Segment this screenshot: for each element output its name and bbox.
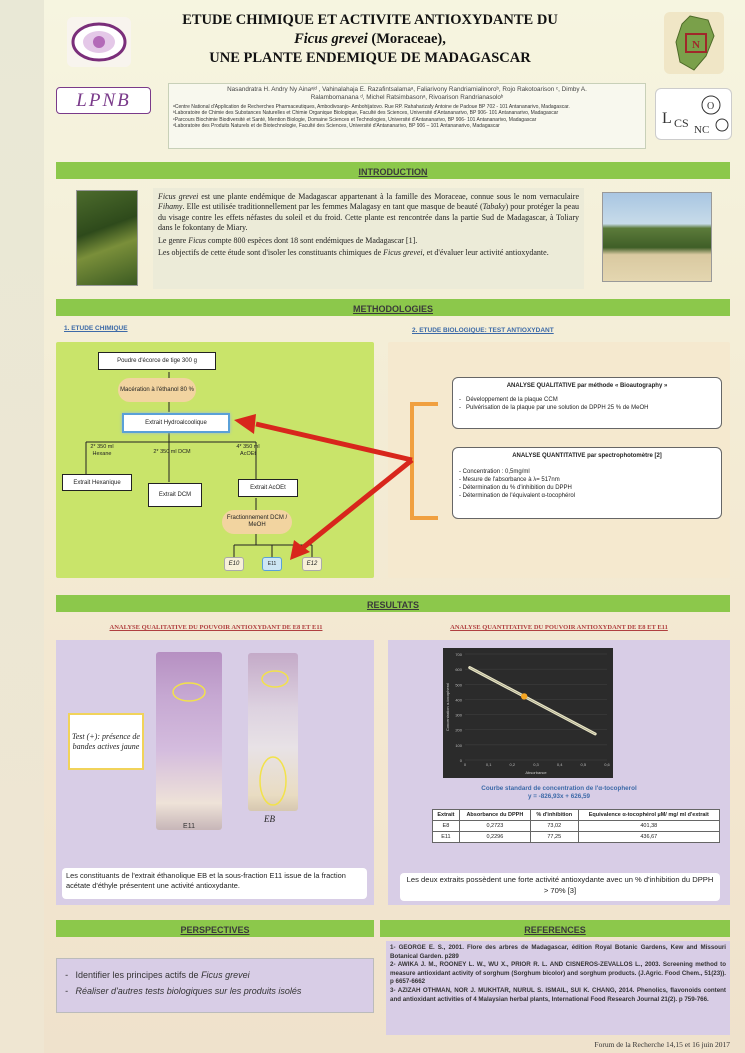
flow-poudre: Poudre d'écorce de tige 300 g [98, 352, 216, 370]
x-tick-label: 0,4 [556, 762, 563, 767]
x-tick-label: 0,6 [604, 762, 610, 767]
table-row [433, 832, 720, 843]
qualitative-conclusion: Les constituants de l'extrait éthanolique EB et la sous-fraction E11 issue de la fraction acétate d'éthyle présentent une activité antioxydante. [62, 868, 367, 899]
table-header-cell: Extrait [433, 810, 460, 821]
lpnb-logo: LPNB [56, 87, 151, 114]
svg-text:NC: NC [694, 124, 710, 136]
plate-label-eb: EB [264, 814, 275, 824]
flow-maceration: Macération à l'éthanol 80 % [118, 378, 196, 402]
tlc-plate-eb [248, 653, 298, 811]
authors: Nasandratra H. Andry Ny Ainaᵃʲᵈ , Vahinalahaja E. Razafintsalamaᵃ, Faliarivony Randriamialinoroᵇ, Rojo Rakotoarison ᶜ, Dimby A. Ralambomanana ᵈ, Michel Ratsimbasonᵃ, Rivoarison Randrianasoloᵇ [227, 86, 587, 101]
table-header-cell: Absorbance du DPPH [459, 810, 530, 821]
svg-text:O: O [707, 101, 715, 112]
intro-paragraph-3: Les objectifs de cette étude sont d'isoler les constituants chimiques de Ficus grevei, et d'évaluer leur activité antioxydante. [158, 248, 549, 258]
y-axis-label: Concentration α-tocopherol [445, 682, 450, 732]
qualitative-analysis-box: ANALYSE QUALITATIVE par méthode « Bioautography » - Développement de la plaque CCM - Pulvérisation de la plaque par une solution de DPPH 25 % de MeOH [452, 377, 722, 429]
flow-fraction-e12: E12 [302, 557, 322, 571]
lcsnco-logo [655, 88, 732, 140]
x-tick-label: 0,3 [533, 762, 539, 767]
data-point [521, 693, 527, 699]
resultats-heading: RESULTATS [56, 595, 730, 612]
table-row [433, 821, 720, 832]
page-title: ETUDE CHIMIQUE ET ACTIVITE ANTIOXYDANTE DU Ficus grevei (Moraceae), UNE PLANTE ENDEMIQUE DE MADAGASCAR [182, 12, 558, 66]
flow-dcm-label: 2* 350 ml DCM [153, 449, 191, 455]
y-tick-label: 100 [455, 742, 462, 748]
table-cell: 401,38 [578, 821, 719, 832]
flow-extrait-hexanique: Extrait Hexanique [62, 474, 132, 491]
plate-label-e11: E11 [183, 823, 195, 830]
chart-caption: Courbe standard de concentration de l'α-tocopherol y = -826,93x + 626,59 [481, 785, 637, 800]
affiliations: ᵃCentre National d'Application de Recherches Pharmaceutiques, Ambodivoanjo- Ambohijatovo. Rue RP. Rahaharizafy Antoine de Padoue BP 702 - 101 Antananarivo, Madagascar. ᵇLaboratoire de Chimie des Substances Naturelles et Chimie Organique Biologique, Faculté des Sciences, Université d'Antananarivo, BP 906- 101 Antananarivo, Madagascar ᶜParcours Biochimie Biodiversité et Santé, Mention Biologie, Domaine Sciences et Technologies, Université d'Antananarivo, BP 906- 101 Antananarivo, Madagascar ᵈLaboratoire des Produits Naturels et de Biotechnologie, Faculté des Sciences, Université d'Antananarivo, BP 906 – 101 Antananarivo, Madagascar [173, 104, 570, 129]
table-header-cell: Equivalence α-tocophérol µM/ mg/ ml d'extrait [578, 810, 719, 821]
reference-item: 2- AWIKA J. M., ROONEY L. W., WU X., PRIOR R. L. AND CISNEROS-ZEVALLOS L., 2003. Screening method to measure antioxidant activity of sorghum (Sorghum bicolor) and sorghum products. (J.Agric. Food Chem., 51(23)). p 6657-6662 [390, 961, 726, 986]
standard-curve-chart [443, 648, 613, 778]
y-tick-label: 0 [459, 758, 462, 763]
y-tick-label: 600 [455, 667, 462, 673]
svg-text:CS: CS [674, 116, 689, 130]
table-header-row [433, 810, 720, 821]
table-cell: E11 [433, 832, 460, 843]
table-cell: 0,2296 [459, 832, 530, 843]
flow-hexane-label: 2* 350 ml Hexane [90, 444, 114, 457]
footer: Forum de la Recherche 14,15 et 16 juin 2017 [594, 1040, 730, 1049]
intro-paragraph-1: Ficus grevei est une plante endémique de Madagascar appartenant à la famille des Moraceae, connue sous le nom vernaculaire Fihamy. Elle est utilisée traditionnellement par les femmes Malagasy en tant que masque de beauté (Tabaky) pour protéger la peau du visage contre les effets néfastes du soleil et du froid. Cette plante est rencontrée dans la partie Sud de Madagascar, à Toliary dans le fokontany de Miary. [158, 192, 579, 233]
quantitative-analysis-box: ANALYSE QUANTITATIVE par spectrophotomètre [2] - Concentration : 0,5mg/ml - Mesure de l'absorbance à λ= 517nm - Détermination du % d'inhibition du DPPH - Détermination de l'équivalent α-tocophérol [452, 447, 722, 519]
introduction-heading: INTRODUCTION [56, 162, 730, 179]
table-cell: 436,67 [578, 832, 719, 843]
references-heading: REFERENCES [380, 920, 730, 937]
results-quantitative-heading: ANALYSE QUANTITATIVE DU POUVOIR ANTIOXYDANT DE E8 ET E11 [450, 624, 668, 631]
methodologies-heading: METHODOLOGIES [56, 299, 730, 316]
x-tick-label: 0,1 [485, 762, 492, 767]
svg-text:L: L [662, 110, 672, 127]
perspective-item: - Réaliser d'autres tests biologiques sur les produits isolés [65, 986, 302, 996]
x-tick-label: 0,5 [580, 762, 587, 767]
table-header-cell: % d'inhibition [530, 810, 578, 821]
x-tick-label: 0 [463, 762, 467, 767]
reference-item: 3- AZIZAH OTHMAN, NOR J. MUKHTAR, NURUL S. ISMAIL, SUI K. CHANG, 2014. Phenolics, flavonoids content and antioxidant activities of 4 Malaysian herbal plants, International Food Research Journal 21(2). p 759-766. [390, 986, 726, 1003]
results-table [432, 809, 720, 843]
intro-photo-tree [602, 192, 712, 282]
perspectives-heading: PERSPECTIVES [56, 920, 374, 937]
y-tick-label: 300 [455, 712, 462, 718]
table-cell: 0,2723 [459, 821, 530, 832]
table-cell: 77,25 [530, 832, 578, 843]
intro-text-box [153, 188, 584, 289]
reference-item: 1- GEORGE E. S., 2001. Flore des arbres de Madagascar, édition Royal Botanic Gardens, Kew and Missouri Botanical Garden. p289 [390, 944, 726, 960]
test-positive-note: Test (+): présence de bandes actives jaune [68, 713, 144, 770]
results-qualitative-heading: ANALYSE QUALITATIVE DU POUVOIR ANTIOXYDANT DE E8 ET E11 [109, 624, 323, 631]
perspectives-box [56, 958, 374, 1013]
intro-paragraph-2: Le genre Ficus compte 800 espèces dont 18 sont endémiques de Madagascar [1]. [158, 235, 418, 245]
flow-extrait-acoet: Extrait AcOEt [238, 479, 298, 497]
flow-extrait-hydroalcoolique: Extrait Hydroalcoolique [122, 413, 230, 433]
university-logo [67, 17, 131, 67]
references-box [386, 941, 730, 1035]
x-axis-label: Absorbance [525, 770, 547, 775]
perspective-item: - Identifier les principes actifs de Ficus grevei [65, 970, 250, 980]
flow-fractionnement: Fractionnement DCM / MeOH [222, 510, 292, 534]
flow-acoet-label: 4* 350 ml AcOEt [236, 444, 260, 457]
intro-photo-leaves [76, 190, 138, 286]
authors-box [168, 83, 646, 149]
y-tick-label: 400 [455, 697, 462, 703]
madagascar-map-logo [664, 12, 724, 74]
table-cell: E8 [433, 821, 460, 832]
tlc-plate-e11 [156, 652, 222, 830]
x-tick-label: 0,2 [509, 762, 516, 767]
flow-fraction-e10: E10 [224, 557, 244, 571]
etude-biologique-heading: 2. ETUDE BIOLOGIQUE: TEST ANTIOXYDANT [412, 327, 554, 334]
table-cell: 73,02 [530, 821, 578, 832]
y-tick-label: 200 [455, 727, 462, 733]
svg-text:N: N [692, 39, 700, 51]
y-tick-label: 700 [455, 652, 462, 657]
flow-fraction-e11: E11 [262, 557, 282, 571]
etude-chimique-heading: 1. ETUDE CHIMIQUE [64, 325, 128, 332]
quantitative-conclusion: Les deux extraits possèdent une forte activité antioxydante avec un % d'inhibition du DPPH > 70% [3] [400, 873, 720, 901]
y-tick-label: 500 [455, 682, 462, 688]
left-stripe [0, 0, 44, 1053]
flow-extrait-dcm: Extrait DCM [148, 483, 202, 507]
